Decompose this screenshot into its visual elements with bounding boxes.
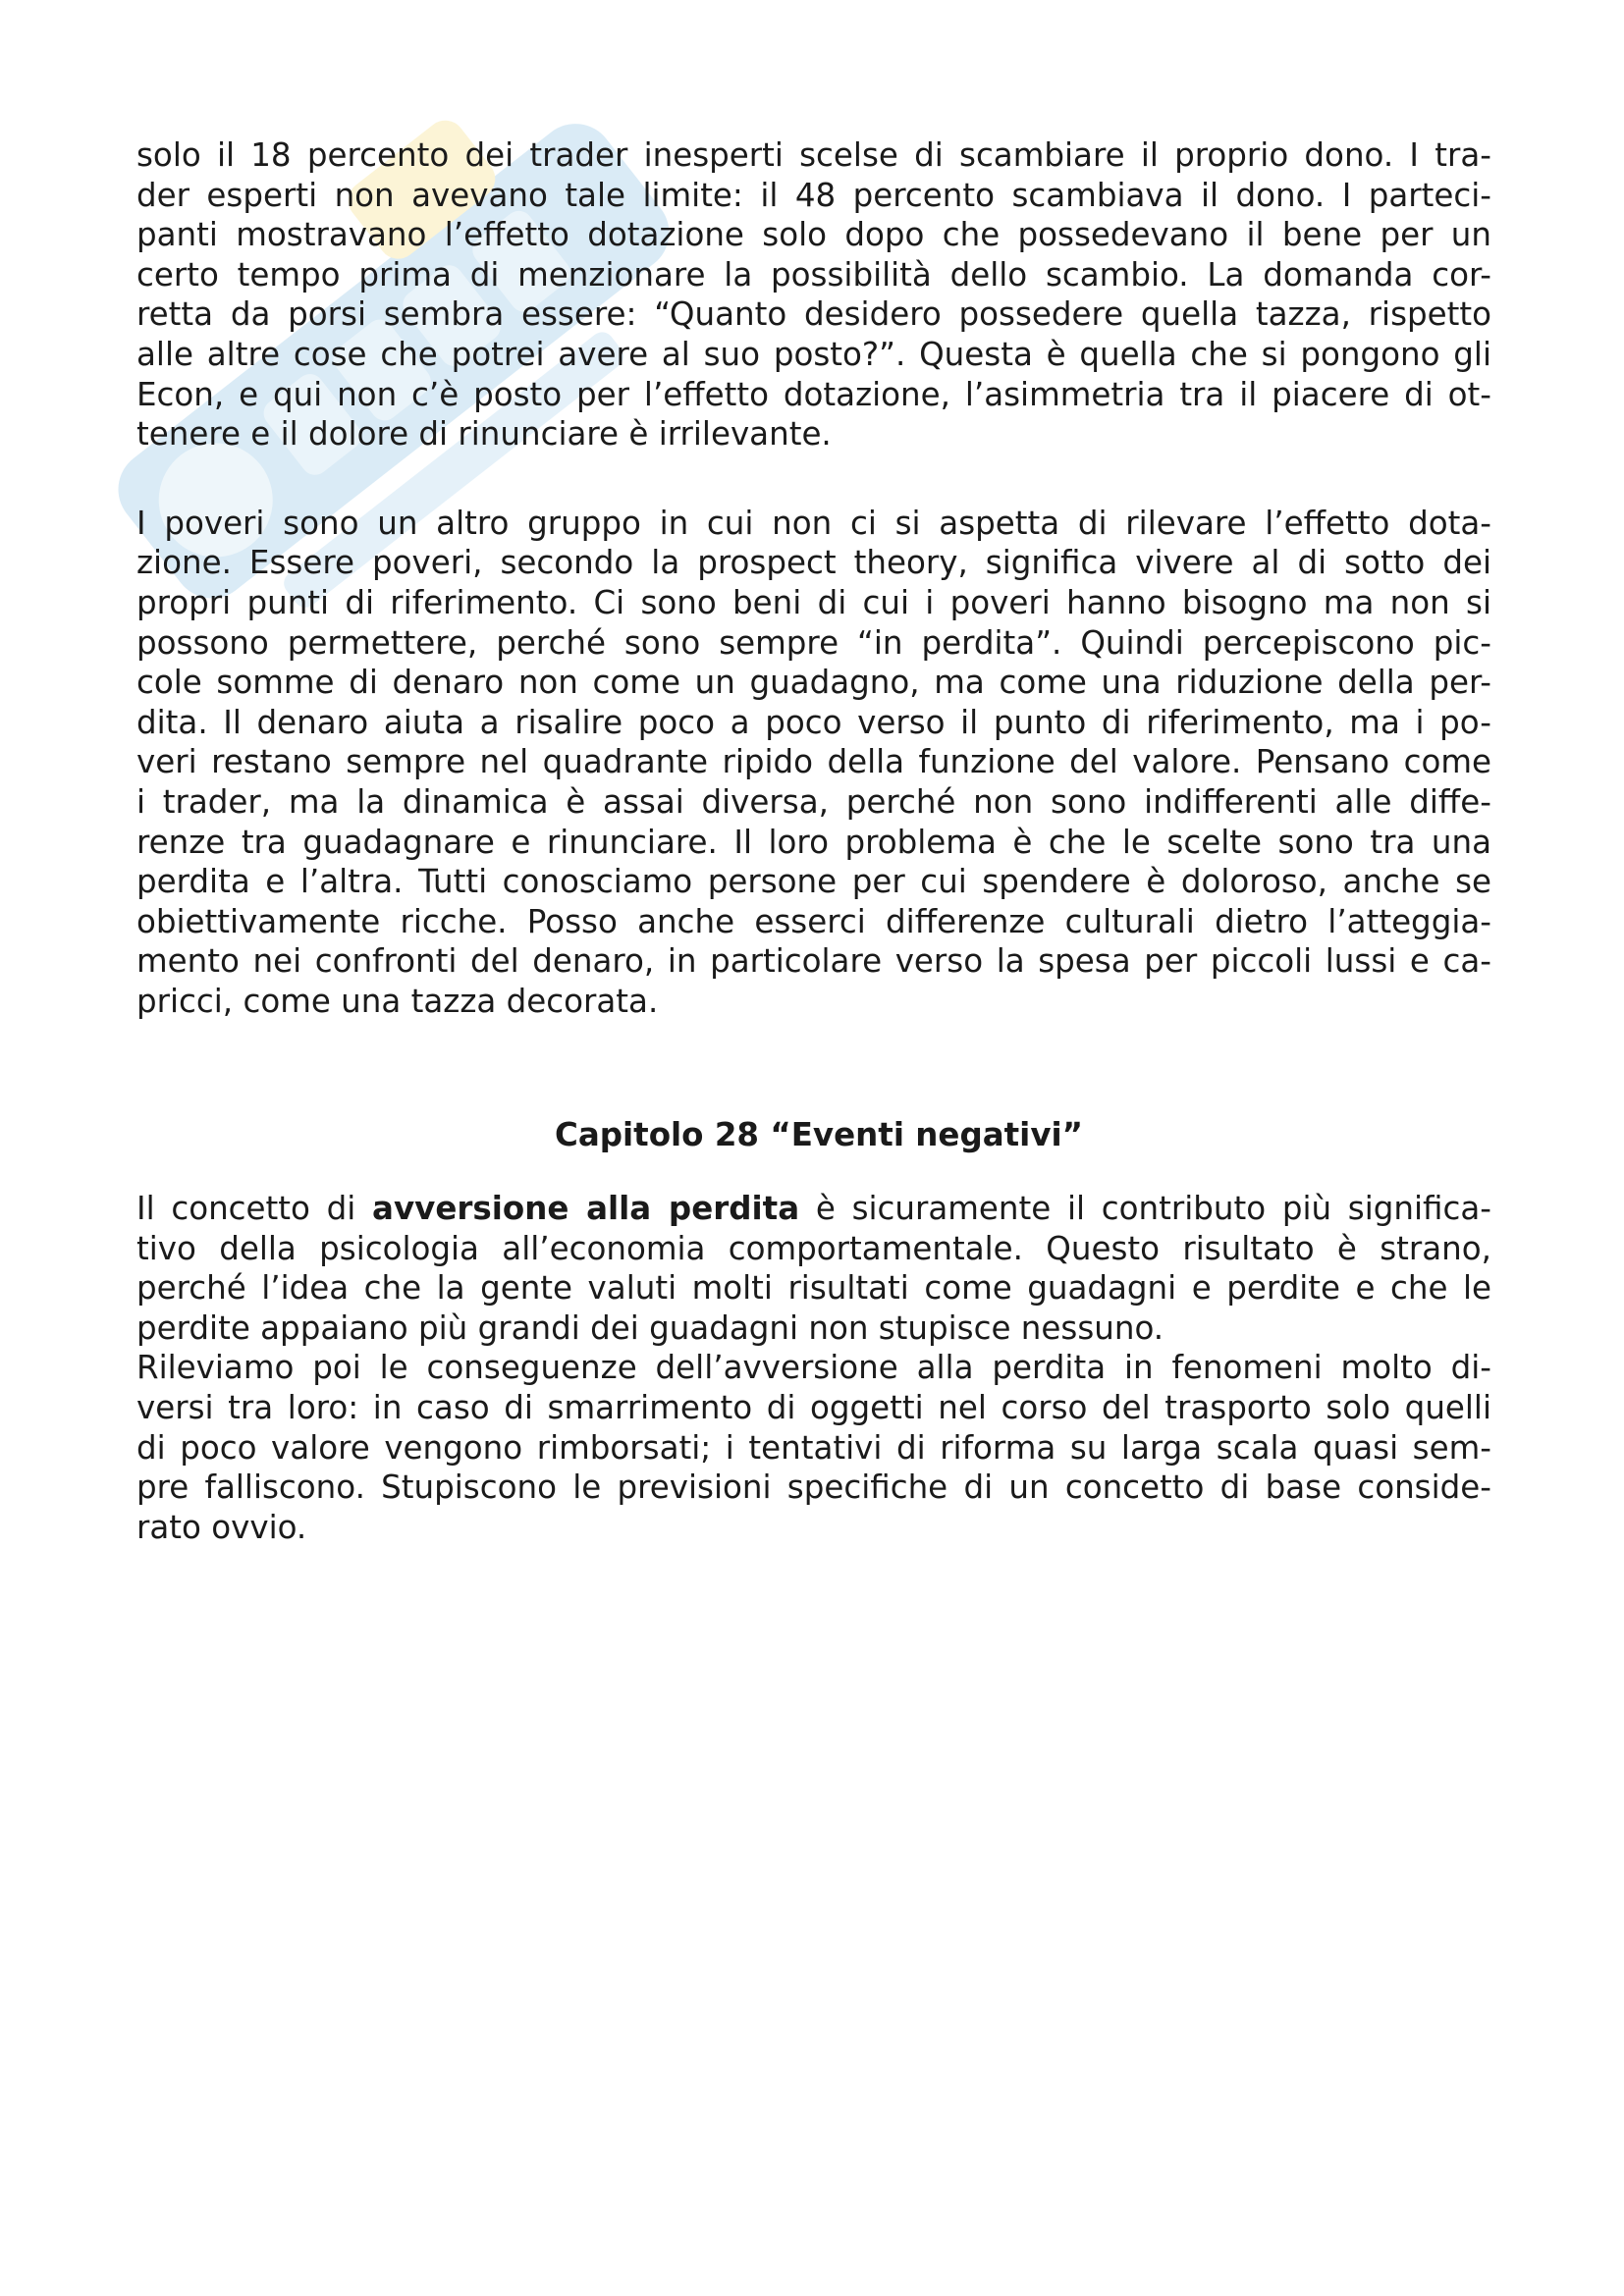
paragraph-conseguenze <box>136 1348 1491 1547</box>
paragraph-avversione <box>136 1189 1491 1348</box>
text-line: veri restano sempre nel quadrante ripido della funzione del valore. Pensano come <box>136 743 1491 781</box>
text-line: perdite appaiano più grandi dei guadagni non stupisce nessuno. <box>136 1308 1164 1347</box>
text-line: Rileviamo poi le conseguenze dell’avversione alla perdita in fenomeni molto di- <box>136 1349 1491 1387</box>
text-run: Il concetto di <box>136 1190 373 1228</box>
text-line: perché l’idea che la gente valuti molti risultati come guadagni e perdite e che le <box>136 1269 1491 1308</box>
text-line: panti mostravano l’effetto dotazione solo dopo che possedevano il bene per un <box>136 216 1491 254</box>
text-line: Econ, e qui non c’è posto per l’effetto dotazione, l’asimmetria tra il piacere di ot- <box>136 375 1491 413</box>
text-line: zione. Essere poveri, secondo la prospect theory, significa vivere al di sotto dei <box>136 544 1491 582</box>
text-line: di poco valore vengono rimborsati; i tentativi di riforma su larga scala quasi sem- <box>136 1428 1491 1467</box>
text-line: versi tra loro: in caso di smarrimento di oggetti nel corso del trasporto solo quelli <box>136 1389 1491 1427</box>
text-line: solo il 18 percento dei trader inesperti scelse di scambiare il proprio dono. I tra- <box>136 136 1491 174</box>
text-line: cole somme di denaro non come un guadagno, ma come una riduzione della per- <box>136 664 1491 702</box>
text-line: tenere e il dolore di rinunciare è irrilevante. <box>136 415 832 454</box>
text-line: rato ovvio. <box>136 1508 307 1546</box>
text-line: possono permettere, perché sono sempre “in perdita”. Quindi percepiscono pic- <box>136 623 1491 662</box>
text-line: propri punti di riferimento. Ci sono beni di cui i poveri hanno bisogno ma non si <box>136 583 1491 621</box>
text-line: certo tempo prima di menzionare la possibilità dello scambio. La domanda cor- <box>136 255 1491 294</box>
text-line: dita. Il denaro aiuta a risalire poco a poco verso il punto di riferimento, ma i po- <box>136 703 1491 741</box>
text-line: mento nei confronti del denaro, in particolare verso la spesa per piccoli lussi e ca- <box>136 942 1491 981</box>
text-run: è sicuramente il contributo più significa- <box>799 1190 1491 1228</box>
text-line: retta da porsi sembra essere: “Quanto desidero possedere quella tazza, rispetto <box>136 295 1491 334</box>
text-line: pre falliscono. Stupiscono le previsioni specifiche di un concetto di base conside- <box>136 1468 1491 1507</box>
text-line: i trader, ma la dinamica è assai diversa, perché non sono indifferenti alle diffe- <box>136 782 1491 821</box>
paragraph-trader <box>136 135 1491 454</box>
chapter-heading: Capitolo 28 “Eventi negativi” <box>554 1116 1084 1154</box>
text-line <box>136 1189 1491 1229</box>
text-line: renze tra guadagnare e rinunciare. Il loro problema è che le scelte sono tra una <box>136 823 1491 861</box>
text-line: perdita e l’altra. Tutti conosciamo persone per cui spendere è doloroso, anche se <box>136 863 1491 901</box>
text-line: obiettivamente ricche. Posso anche esserci differenze culturali dietro l’atteggia- <box>136 902 1491 940</box>
document-page <box>136 135 1491 1547</box>
text-line: tivo della psicologia all’economia comportamentale. Questo risultato è strano, <box>136 1229 1491 1267</box>
text-line: alle altre cose che potrei avere al suo posto?”. Questa è quella che si pongono gli <box>136 335 1491 373</box>
text-line: pricci, come una tazza decorata. <box>136 982 659 1020</box>
paragraph-poveri <box>136 504 1491 1022</box>
bold-term: avversione alla perdita <box>372 1190 800 1228</box>
text-line: I poveri sono un altro gruppo in cui non ci si aspetta di rilevare l’effetto dota- <box>136 504 1491 542</box>
text-line: der esperti non avevano tale limite: il 48 percento scambiava il dono. I parteci- <box>136 176 1491 214</box>
